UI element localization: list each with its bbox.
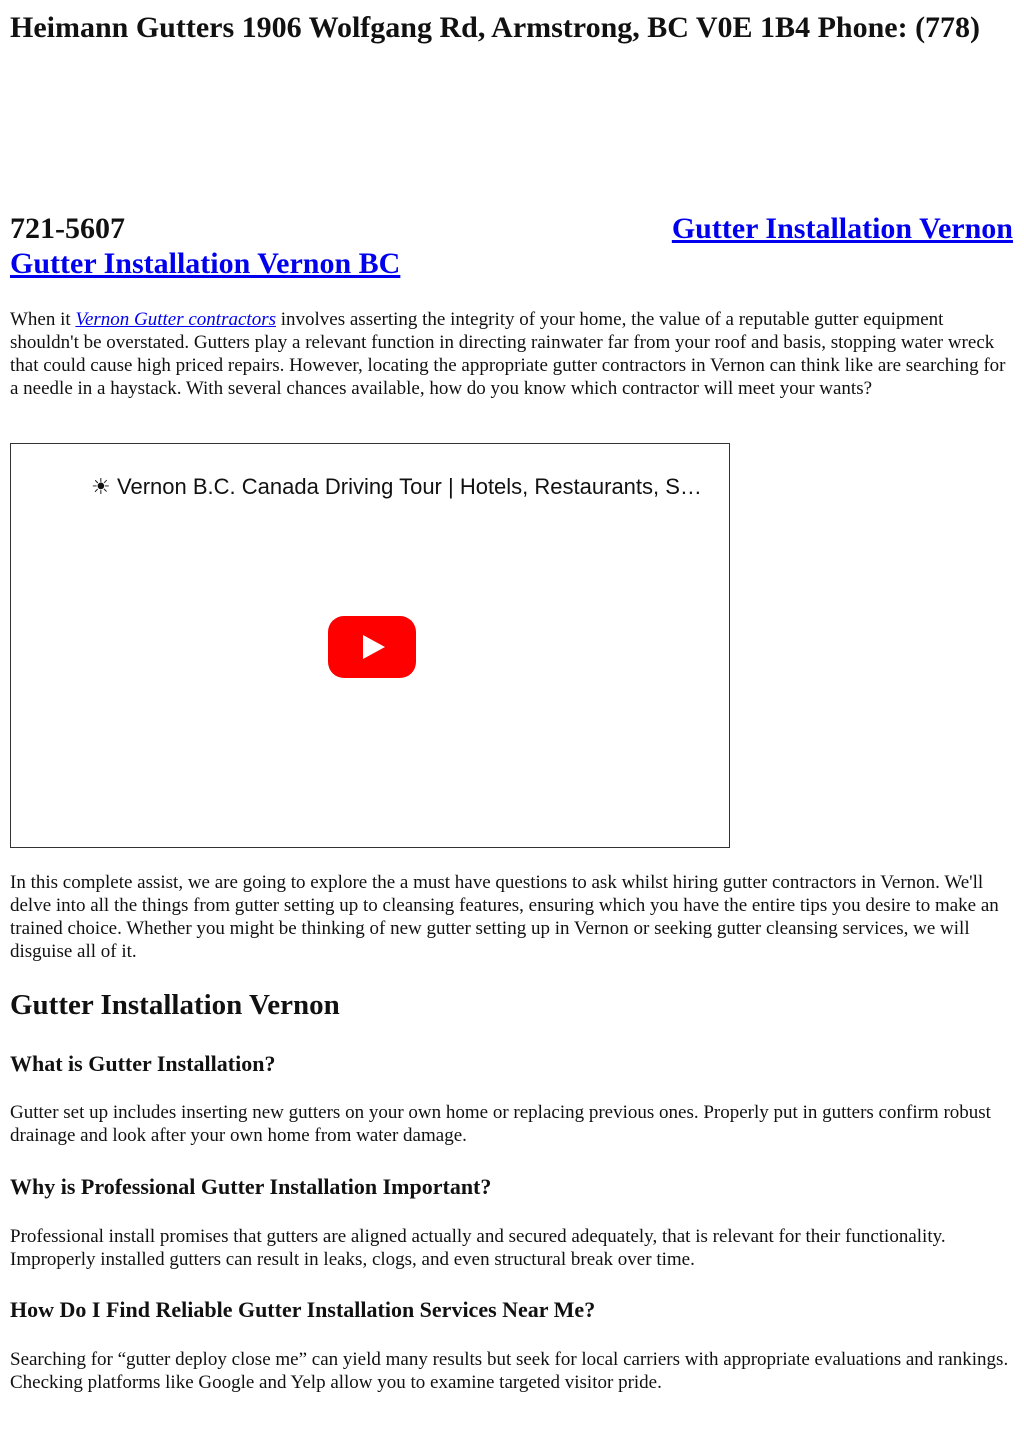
guide-intro-paragraph: In this complete assist, we are going to explore the a must have questions to ask whilst hiring gutter contractors in Vernon. We'll delve into all the things from gutter setting up to cleansing features, ensuring which you have the entire tips you desire to make an trained choice. Whether you might be thinking of new gutter setting up in Vernon or seeking gutter cleansing services, we will disguise all of it.: [10, 872, 999, 962]
faq-question-3: How Do I Find Reliable Gutter Installation Services Near Me?: [10, 1297, 596, 1322]
sun-icon: ☀: [91, 475, 111, 500]
faq-answer-1: Gutter set up includes inserting new gutters on your own home or replacing previous ones. Properly put in gutters confirm robust drainage and look after your own home from water damage.: [10, 1102, 991, 1146]
page-title-continued: [10, 211, 1013, 247]
page-title-link-line: [10, 246, 400, 282]
vernon-gutter-contractors-link[interactable]: Vernon Gutter contractors: [75, 309, 276, 330]
intro-text-start: When it: [10, 309, 76, 330]
embedded-video[interactable]: [10, 443, 730, 848]
video-title-text: Vernon B.C. Canada Driving Tour | Hotels, Restaurants, S…: [117, 474, 702, 499]
intro-text-rest: involves asserting the integrity of your home, the value of a reputable gutter equipment shouldn't be overstated. Gutters play a relevant function in directing rainwater far from your roof and basis, stopping water wreck that could cause high priced repairs. However, locating the appropriate gutter contractors in Vernon can think like are searching for a needle in a haystack. With several chances available, how do you know which contractor will meet your wants?: [10, 309, 1006, 399]
faq-question-1: What is Gutter Installation?: [10, 1051, 276, 1076]
gutter-installation-vernon-link[interactable]: Gutter Installation Vernon: [671, 212, 1013, 245]
play-button[interactable]: [328, 616, 416, 678]
section-heading: Gutter Installation Vernon: [10, 989, 340, 1021]
video-title[interactable]: [91, 472, 702, 503]
play-icon: [363, 635, 385, 659]
phone-number-tail: 721-5607: [10, 212, 125, 245]
faq-answer-2: Professional install promises that gutters are aligned actually and secured adequately, that is relevant for their functionality. Improperly installed gutters can result in leaks, clogs, and even structural break over time.: [10, 1226, 946, 1270]
page-title: [10, 10, 980, 46]
faq-answer-3: Searching for “gutter deploy close me” can yield many results but seek for local carriers with appropriate evaluations and rankings. Checking platforms like Google and Yelp allow you to examine targeted visitor pride.: [10, 1349, 1009, 1393]
business-address: Heimann Gutters 1906 Wolfgang Rd, Armstrong, BC V0E 1B4 Phone: (778): [10, 11, 981, 44]
gutter-installation-vernon-bc-link[interactable]: Gutter Installation Vernon BC: [10, 247, 401, 280]
faq-question-2: Why is Professional Gutter Installation Important?: [10, 1174, 492, 1199]
intro-paragraph: [10, 308, 1013, 400]
